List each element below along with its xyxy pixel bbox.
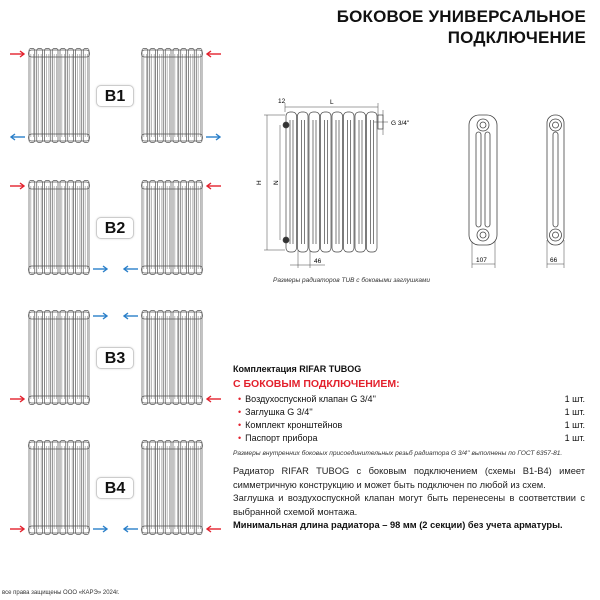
radiator-side-view-66 [547, 115, 564, 245]
dim-46: 46 [314, 258, 322, 265]
supply-arrow-icon [10, 525, 25, 533]
supply-arrow-icon [206, 50, 221, 58]
scheme-label: B1 [96, 85, 134, 107]
radiator-diagram [28, 440, 90, 535]
return-arrow-icon [123, 525, 138, 533]
bullet-icon: • [238, 407, 242, 417]
radiator-diagram [28, 48, 90, 143]
radiator-diagram [28, 180, 90, 275]
supply-arrow-icon [206, 182, 221, 190]
drawing-caption: Размеры радиаторов TUB с боковыми заглушками [273, 277, 431, 284]
return-arrow-icon [93, 265, 108, 273]
dim-12: 12 [278, 98, 286, 105]
page-title: БОКОВОЕ УНИВЕРСАЛЬНОЕ ПОДКЛЮЧЕНИЕ [336, 7, 586, 47]
return-arrow-icon [93, 525, 108, 533]
kit-heading: Комплектация RIFAR TUBOG [233, 364, 362, 374]
bullet-icon: • [238, 420, 242, 430]
bullet-icon: • [238, 394, 242, 404]
dim-N: N [273, 180, 280, 185]
radiator-side-view-107 [469, 115, 497, 245]
kit-subheading: С БОКОВЫМ ПОДКЛЮЧЕНИЕМ: [233, 378, 400, 390]
technical-drawing [250, 90, 590, 280]
copyright: все права защищены ООО «КАРЭ» 2024г. [2, 590, 120, 596]
supply-arrow-icon [206, 525, 221, 533]
return-arrow-icon [93, 312, 108, 320]
kit-contents [233, 364, 585, 457]
return-arrow-icon [123, 265, 138, 273]
radiator-front-view [283, 112, 383, 252]
return-arrow-icon [123, 312, 138, 320]
radiator-diagram [28, 310, 90, 405]
radiator-diagram [141, 310, 203, 405]
dim-66: 66 [550, 257, 558, 264]
dim-107: 107 [476, 257, 487, 264]
dim-L: L [330, 99, 334, 106]
kit-item: • Комплект кронштейнов 1 шт. [238, 420, 585, 430]
supply-arrow-icon [206, 395, 221, 403]
supply-arrow-icon [10, 50, 25, 58]
scheme-label: B4 [96, 477, 134, 499]
supply-arrow-icon [10, 182, 25, 190]
kit-note: Размеры внутренних боковых присоединительных резьб радиатора G 3/4'' выполнены по ГОСТ 6357-81. [233, 450, 563, 457]
bullet-icon: • [238, 433, 242, 443]
kit-item: • Паспорт прибора 1 шт. [238, 433, 585, 443]
kit-item: • Воздухоспускной клапан G 3/4'' 1 шт. [238, 394, 585, 404]
thread-size: G 3/4'' [391, 120, 410, 127]
scheme-label: B3 [96, 347, 134, 369]
description: Радиатор RIFAR TUBOG с боковым подключением (схемы B1-B4) имеет симметричную конструкцию и может быть подключен по любой из схем. Заглушка и воздухоспускной клапан могут быть перенесены в соответствии с выбранной схемой монтажа. Минимальная длина радиатора – 98 мм (2 секции) без учета арматуры. [233, 466, 585, 530]
radiator-diagram [141, 180, 203, 275]
scheme-label: B2 [96, 217, 134, 239]
return-arrow-icon [206, 133, 221, 141]
kit-item: • Заглушка G 3/4'' 1 шт. [238, 407, 585, 417]
radiator-diagram [141, 48, 203, 143]
dim-H: H [256, 180, 263, 185]
supply-arrow-icon [10, 395, 25, 403]
return-arrow-icon [10, 133, 25, 141]
radiator-diagram [141, 440, 203, 535]
